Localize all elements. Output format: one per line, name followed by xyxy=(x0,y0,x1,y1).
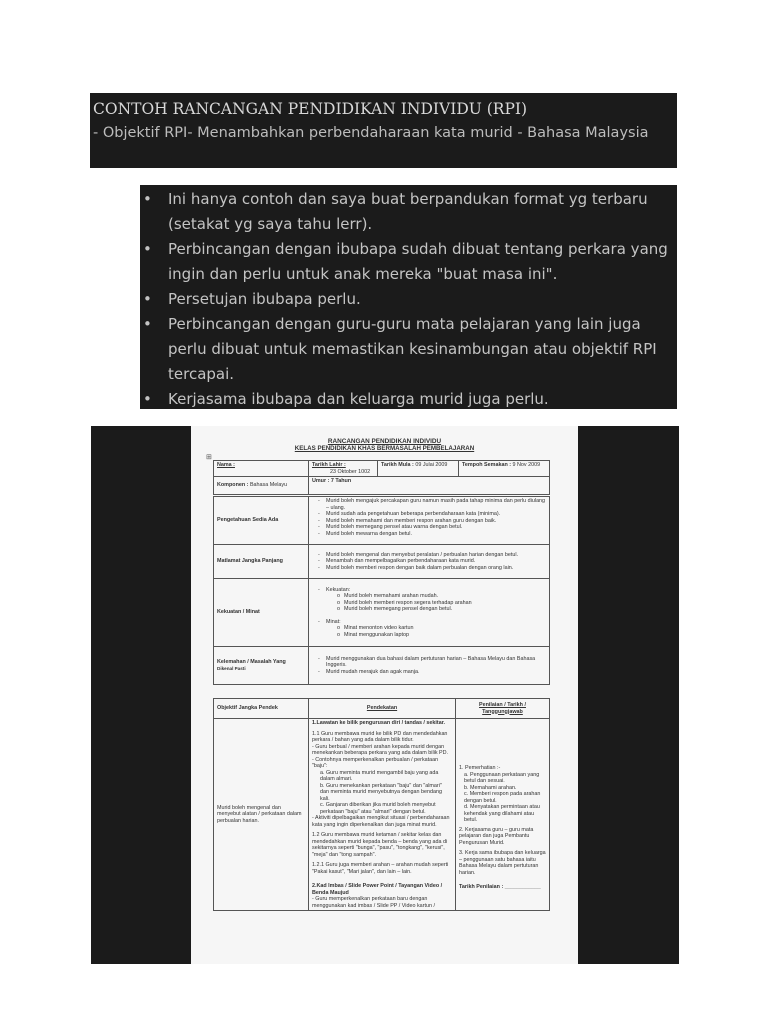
post-subtitle: - Objektif RPI- Menambahkan perbendaharaan kata murid - Bahasa Malaysia xyxy=(93,125,649,141)
student-info-table xyxy=(213,460,550,495)
kekuatan-content: - Kekuatan: o Murid boleh memahami arahan mudah. o Murid boleh memberi respon segera terhadap arahan o Murid boleh memegang pensel dengan betul. - Minat: o Minat menonton video kartun o Minat menggunakan laptop xyxy=(309,579,550,647)
profile-table xyxy=(213,496,550,685)
bullet-icon: • xyxy=(143,315,152,333)
nama-cell: Nama : xyxy=(214,461,309,477)
objektif-cell: Murid boleh mengenal dan menyebut alatan / perkataan dalam perbualan harian. xyxy=(214,719,309,911)
tempoh-cell: Tempoh Semakan : 9 Nov 2009 xyxy=(459,461,550,477)
bullet-icon: • xyxy=(143,390,152,408)
col-objektif: Objektif Jangka Pendek xyxy=(214,699,309,719)
kekuatan-label: Kekuatan / Minat xyxy=(214,579,309,647)
note-item: • Perbincangan dengan ibubapa sudah dibuat tentang perkara yang ingin dan perlu untuk anak mereka "buat masa ini". xyxy=(140,237,677,287)
left-dark-margin xyxy=(91,426,192,964)
note-item: • Perbincangan dengan guru-guru mata pelajaran yang lain juga perlu dibuat untuk memastikan kesinambungan atau objektif RPI tercapai. xyxy=(140,312,677,387)
note-item: • Persetujan ibubapa perlu. xyxy=(140,287,677,312)
note-item: • Kerjasama ibubapa dan keluarga murid juga perlu. xyxy=(140,387,677,409)
notes-list xyxy=(140,187,677,409)
table-anchor-icon: ⊞ xyxy=(206,454,212,461)
pendekatan-cell: 1.Lawatan ke bilik pengurusan diri / tandas / sekitar. 1.1 Guru membawa murid ke bilik PD dan mendedahkan perkara / bahan yang ada dalam bilik tidur. - Guru berbual / memberi arahan kepada murid dengan menekankan beberapa perkara yang ada dalam bilik PD. - Contohnya memperkenalkan perbualan / perkataan "baju": a. Guru meminta murid mengambil baju yang ada dalam almari. b. Guru menekankan perkataan "baju" dan "almari" dan meminta murid menyebutnya dengan bendang kali. c. Ganjaran diberikan jika murid boleh menyebut perkataan "baju" atau "almari" dengan betul. - Aktiviti dipelbagaikan mengikut situasi / perbendaharaan kata yang ingin diperkenalkan dan juga minat murid. 1.2 Guru membawa murid ketaman / sekitar kelas dan mendedahkan murid kepada benda – benda yang ada di sekitarnya seperti "bunga", "pasu", "tongkang", "kerusi", "meja" dan "tong sampah". 1.2.1 Guru juga memberi arahan – arahan mudah seperti "Pakai kasut", "Mari jalan", dan lain – lain. 2.Kad Imbas / Slide Power Point / Tayangan Video / Benda Maujud - Guru memperkenalkan perkataan baru dengan menggunakan kad imbas / Slide PP / Video kartun / xyxy=(309,719,456,911)
bullet-icon: • xyxy=(143,240,152,258)
komponen-cell: Komponen : Bahasa Melayu xyxy=(214,477,309,495)
doc-subtitle: KELAS PENDIDIKAN KHAS BERMASALAH PEMBELAJARAN xyxy=(294,445,475,452)
pengetahuan-content: - Murid boleh mengajuk percakapan guru namun masih pada tahap minima dan perlu diulang – ulang. - Murid sudah ada pengetahuan beberapa perbendaharaan kata (minima). - Murid boleh memahami dan memberi respon arahan guru dengan baik. - Murid boleh memegang pensel atau warna dengan betul. - Murid boleh mewarna dengan betul. xyxy=(309,497,550,545)
kelemahan-label: Kelemahan / Masalah Yang Dikenal Pasti xyxy=(214,647,309,685)
objectives-table xyxy=(213,698,550,911)
matlamat-content: - Murid boleh mengenal dan menyebut peralatan / perbualan harian dengan betul. - Menambah dan mempelbagaikan perbendaharaan kata murid. - Murid boleh memberi respon dengan baik dalam perbualan dengan orang lain. xyxy=(309,545,550,579)
rpi-document-image xyxy=(191,426,578,964)
doc-title: RANCANGAN PENDIDIKAN INDIVIDU xyxy=(327,438,442,445)
tarikh-lahir-cell: Tarikh Lahir : 23 Oktober 1002 xyxy=(309,461,378,477)
kelemahan-content: - Murid menggunakan dua bahasi dalam pertuturan harian – Bahasa Melayu dan Bahasa Inggeris. - Murid mudah merajuk dan agak manja. xyxy=(309,647,550,685)
matlamat-label: Matlamat Jangka Panjang xyxy=(214,545,309,579)
post-title: CONTOH RANCANGAN PENDIDIKAN INDIVIDU (RPI) xyxy=(93,100,528,118)
bullet-icon: • xyxy=(143,290,152,308)
penilaian-cell: 1. Pemerhatian :- a. Penggunaan perkataan yang betul dan sesuai. b. Memahami arahan. c. Memberi respon pada arahan dengan betul. d. Menyatakan permintaan atau kehendak yang dilahami atau betul. 2. Kerjasama guru – guru mata pelajaran dan juga Pembantu Pengurusan Murid. 3. Kerja sama ibubapa dan keluarga – penggunaan satu bahasa iaitu Bahasa Melayu dalam pertuturan harian. Tarikh Penilaian : ____________ xyxy=(456,719,550,911)
right-dark-margin xyxy=(578,426,679,964)
tarikh-mula-cell: Tarikh Mula : 09 Julai 2009 xyxy=(378,461,459,477)
bullet-icon: • xyxy=(143,190,152,208)
note-item: • Ini hanya contoh dan saya buat berpandukan format yg terbaru (setakat yg saya tahu lerr). xyxy=(140,187,677,237)
col-penilaian: Penilaian / Tarikh / Tanggungjawab xyxy=(456,699,550,719)
col-pendekatan: Pendekatan xyxy=(309,699,456,719)
pengetahuan-label: Pengetahuan Sedia Ada xyxy=(214,497,309,545)
notes-block xyxy=(140,185,677,409)
umur-cell: Umur : 7 Tahun xyxy=(309,477,550,495)
post-header xyxy=(90,93,677,168)
